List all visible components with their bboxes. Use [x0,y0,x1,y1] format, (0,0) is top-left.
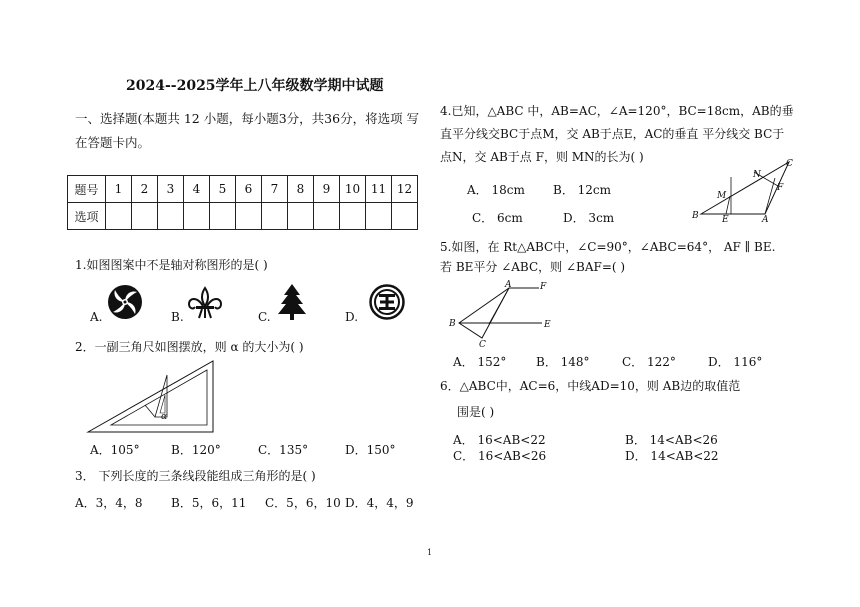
q3-option-c: C．5，6，10 [265,496,341,510]
q4-option-b: B． 12cm [553,183,612,197]
q5-label-b: B [449,319,456,329]
answer-table-number: 3 [158,176,184,203]
q6-stem-line2: 围是( ) [457,405,495,419]
q2-option-b: B．120° [171,443,221,457]
q4-label-a: A [762,215,769,225]
answer-table-number: 12 [392,176,418,203]
page-number: 1 [427,548,433,557]
q4-figure-triangle [690,158,800,223]
q5-label-a: A [505,280,512,290]
q3-option-d: D．4，4，9 [345,496,414,510]
q4-label-n: N [753,170,761,180]
answer-table-number: 6 [236,176,262,203]
q6-stem-line1: 6．△ABC中，AC=6，中线AD=10，则 AB边的取值范 [440,379,741,393]
answer-cell[interactable] [262,203,288,230]
q5-option-d: D． 116° [708,355,763,369]
q4-stem-line3: 点N，交 AB于点 F，则 MN的长为( ) [440,150,644,164]
answer-cell[interactable] [288,203,314,230]
answer-table-number: 11 [366,176,392,203]
page-title: 2024--2025学年上八年级数学期中试题 [126,78,384,94]
q5-option-b: B． 148° [536,355,590,369]
q3-option-b: B．5，6，11 [171,496,247,510]
answer-table-number: 8 [288,176,314,203]
q5-figure-parallel-lines [447,280,567,350]
answer-cell[interactable] [392,203,418,230]
q4-label-b: B [692,211,699,221]
q1-figure-c-tree-icon [277,283,307,321]
q4-stem-line1: 4.已知，△ABC 中，AB=AC，∠A=120°，BC=18cm，AB的垂 [440,104,794,118]
answer-table-number: 9 [314,176,340,203]
q1-figure-b-fleur-icon [185,286,225,320]
answer-cell[interactable] [132,203,158,230]
q1-figure-a-swirl-icon [107,284,143,320]
answer-cell[interactable] [158,203,184,230]
answer-cell[interactable] [184,203,210,230]
answer-table-answer-row [68,203,418,230]
q1-figure-d-coin-icon [369,284,405,320]
q4-label-e: E [722,215,729,225]
q4-option-a: A． 18cm [467,183,525,197]
q2-option-a: A．105° [90,443,140,457]
q2-alpha-label: α [161,412,168,422]
q2-stem: 2．一副三角尺如图摆放，则 α 的大小为( ) [75,340,304,354]
q5-stem-line1: 5.如图，在 Rt△ABC中，∠C=90°，∠ABC=64°， AF ∥ BE. [440,240,776,254]
answer-table [67,175,418,230]
q5-label-c: C [479,340,486,350]
q5-label-f: F [540,282,547,292]
answer-table-number: 2 [132,176,158,203]
answer-cell[interactable] [340,203,366,230]
answer-table-number: 10 [340,176,366,203]
answer-table-number: 4 [184,176,210,203]
section-instruction-line2: 在答题卡内。 [75,135,151,150]
answer-cell[interactable] [210,203,236,230]
q5-option-a: A． 152° [453,355,507,369]
q4-stem-line2: 直平分线交BC于点M，交 AB于点E，AC的垂直 平分线交 BC于 [440,127,785,141]
q5-option-c: C． 122° [622,355,676,369]
q1-option-b: B. [171,310,184,324]
q1-option-a: A. [90,310,103,324]
q4-option-d: D． 3cm [563,211,615,225]
section-instruction-line1: 一、选择题(本题共 12 小题，每小题3分，共36分，将选项 写 [75,111,420,126]
q2-figure-triangle-rulers [85,357,225,437]
q2-option-c: C．135° [258,443,309,457]
q1-option-c: C. [258,310,271,324]
answer-cell[interactable] [314,203,340,230]
q4-label-c: C [786,159,793,169]
q1-option-d: D. [345,310,359,324]
q6-option-d: D． 14<AB<22 [625,449,719,463]
answer-table-number: 1 [106,176,132,203]
q5-stem-line2: 若 BE平分 ∠ABC，则 ∠BAF=( ) [440,260,626,274]
answer-table-header-label: 题号 [68,176,106,203]
answer-cell[interactable] [236,203,262,230]
answer-table-header-row [68,176,418,203]
q1-stem: 1.如图图案中不是轴对称图形的是( ) [75,258,268,272]
q3-option-a: A．3，4，8 [75,496,143,510]
q6-option-b: B． 14<AB<26 [625,433,718,447]
answer-table-number: 5 [210,176,236,203]
answer-cell[interactable] [366,203,392,230]
q4-option-c: C． 6cm [472,211,523,225]
q4-label-f: F [777,183,784,193]
q6-option-c: C． 16<AB<26 [453,449,547,463]
answer-table-row-label: 选项 [68,203,106,230]
q4-label-m: M [717,191,727,201]
q5-label-e: E [544,320,551,330]
q6-option-a: A． 16<AB<22 [453,433,546,447]
answer-table-number: 7 [262,176,288,203]
answer-cell[interactable] [106,203,132,230]
q2-option-d: D．150° [345,443,396,457]
q3-stem: 3． 下列长度的三条线段能组成三角形的是( ) [75,469,316,483]
